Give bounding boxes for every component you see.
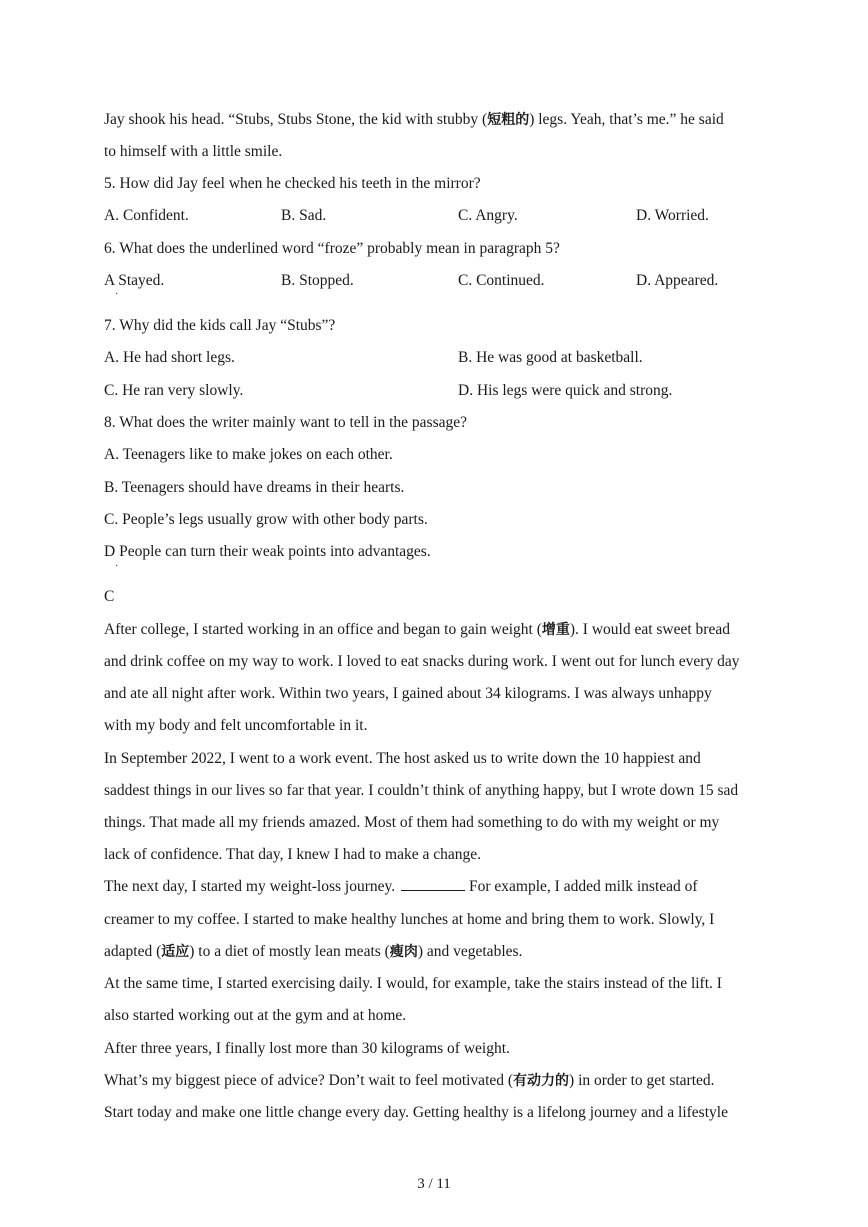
option-a: A. He had short legs. — [104, 349, 235, 366]
passage-line: lack of confidence. That day, I knew I had to make a change. — [104, 846, 482, 863]
option-a: A Stayed. — [104, 272, 165, 289]
answer-blank — [401, 878, 465, 891]
passage-line: In September 2022, I went to a work event. The host asked us to write down the 10 happiest and — [104, 750, 701, 767]
option-d: D. Worried. — [636, 207, 709, 224]
passage-line: and drink coffee on my way to work. I loved to eat snacks during work. I went out for lunch every day — [104, 653, 740, 670]
passage-line: creamer to my coffee. I started to make healthy lunches at home and bring them to work. Slowly, I — [104, 911, 715, 928]
punctuation-dot: · — [115, 561, 119, 572]
option-b: B. He was good at basketball. — [458, 349, 643, 366]
passage-line: What’s my biggest piece of advice? Don’t wait to feel motivated (有动力的) in order to get started. — [104, 1072, 715, 1089]
passage-line: to himself with a little smile. — [104, 143, 283, 160]
punctuation-dot: · — [115, 289, 119, 300]
passage-line: and ate all night after work. Within two years, I gained about 34 kilograms. I was always unhappy — [104, 685, 712, 702]
passage-line: adapted (适应) to a diet of mostly lean meats (瘦肉) and vegetables. — [104, 943, 523, 960]
passage-line: also started working out at the gym and at home. — [104, 1007, 407, 1024]
option-a: A. Confident. — [104, 207, 189, 224]
option-c: C. He ran very slowly. — [104, 382, 244, 399]
option-d: D People can turn their weak points into advantages. — [104, 543, 431, 560]
question-stem: 6. What does the underlined word “froze” probably mean in paragraph 5? — [104, 240, 560, 257]
passage-line: Start today and make one little change every day. Getting healthy is a lifelong journey and a lifestyle — [104, 1104, 728, 1121]
option-a: A. Teenagers like to make jokes on each other. — [104, 446, 393, 463]
option-d: D. Appeared. — [636, 272, 719, 289]
option-b: B. Sad. — [281, 207, 327, 224]
question-stem: 5. How did Jay feel when he checked his teeth in the mirror? — [104, 175, 481, 192]
section-heading: C — [104, 588, 115, 605]
passage-line: The next day, I started my weight-loss journey. For example, I added milk instead of — [104, 878, 698, 895]
passage-line: with my body and felt uncomfortable in it. — [104, 717, 368, 734]
option-c: C. Angry. — [458, 207, 518, 224]
passage-line: Jay shook his head. “Stubs, Stubs Stone, the kid with stubby (短粗的) legs. Yeah, that’s me.” he said — [104, 111, 724, 128]
option-d: D. His legs were quick and strong. — [458, 382, 673, 399]
passage-line: After three years, I finally lost more than 30 kilograms of weight. — [104, 1040, 510, 1057]
passage-line: saddest things in our lives so far that year. I couldn’t think of anything happy, but I wrote down 15 sad — [104, 782, 739, 799]
option-c: C. People’s legs usually grow with other body parts. — [104, 511, 428, 528]
option-b: B. Stopped. — [281, 272, 354, 289]
option-c: C. Continued. — [458, 272, 545, 289]
option-b: B. Teenagers should have dreams in their hearts. — [104, 479, 405, 496]
question-stem: 7. Why did the kids call Jay “Stubs”? — [104, 317, 336, 334]
question-stem: 8. What does the writer mainly want to tell in the passage? — [104, 414, 468, 431]
passage-line: At the same time, I started exercising daily. I would, for example, take the stairs instead of the lift. I — [104, 975, 722, 992]
page-number: 3 / 11 — [417, 1176, 451, 1192]
passage-line: things. That made all my friends amazed. Most of them had something to do with my weight or my — [104, 814, 720, 831]
passage-line: After college, I started working in an office and began to gain weight (增重). I would eat sweet bread — [104, 621, 730, 638]
